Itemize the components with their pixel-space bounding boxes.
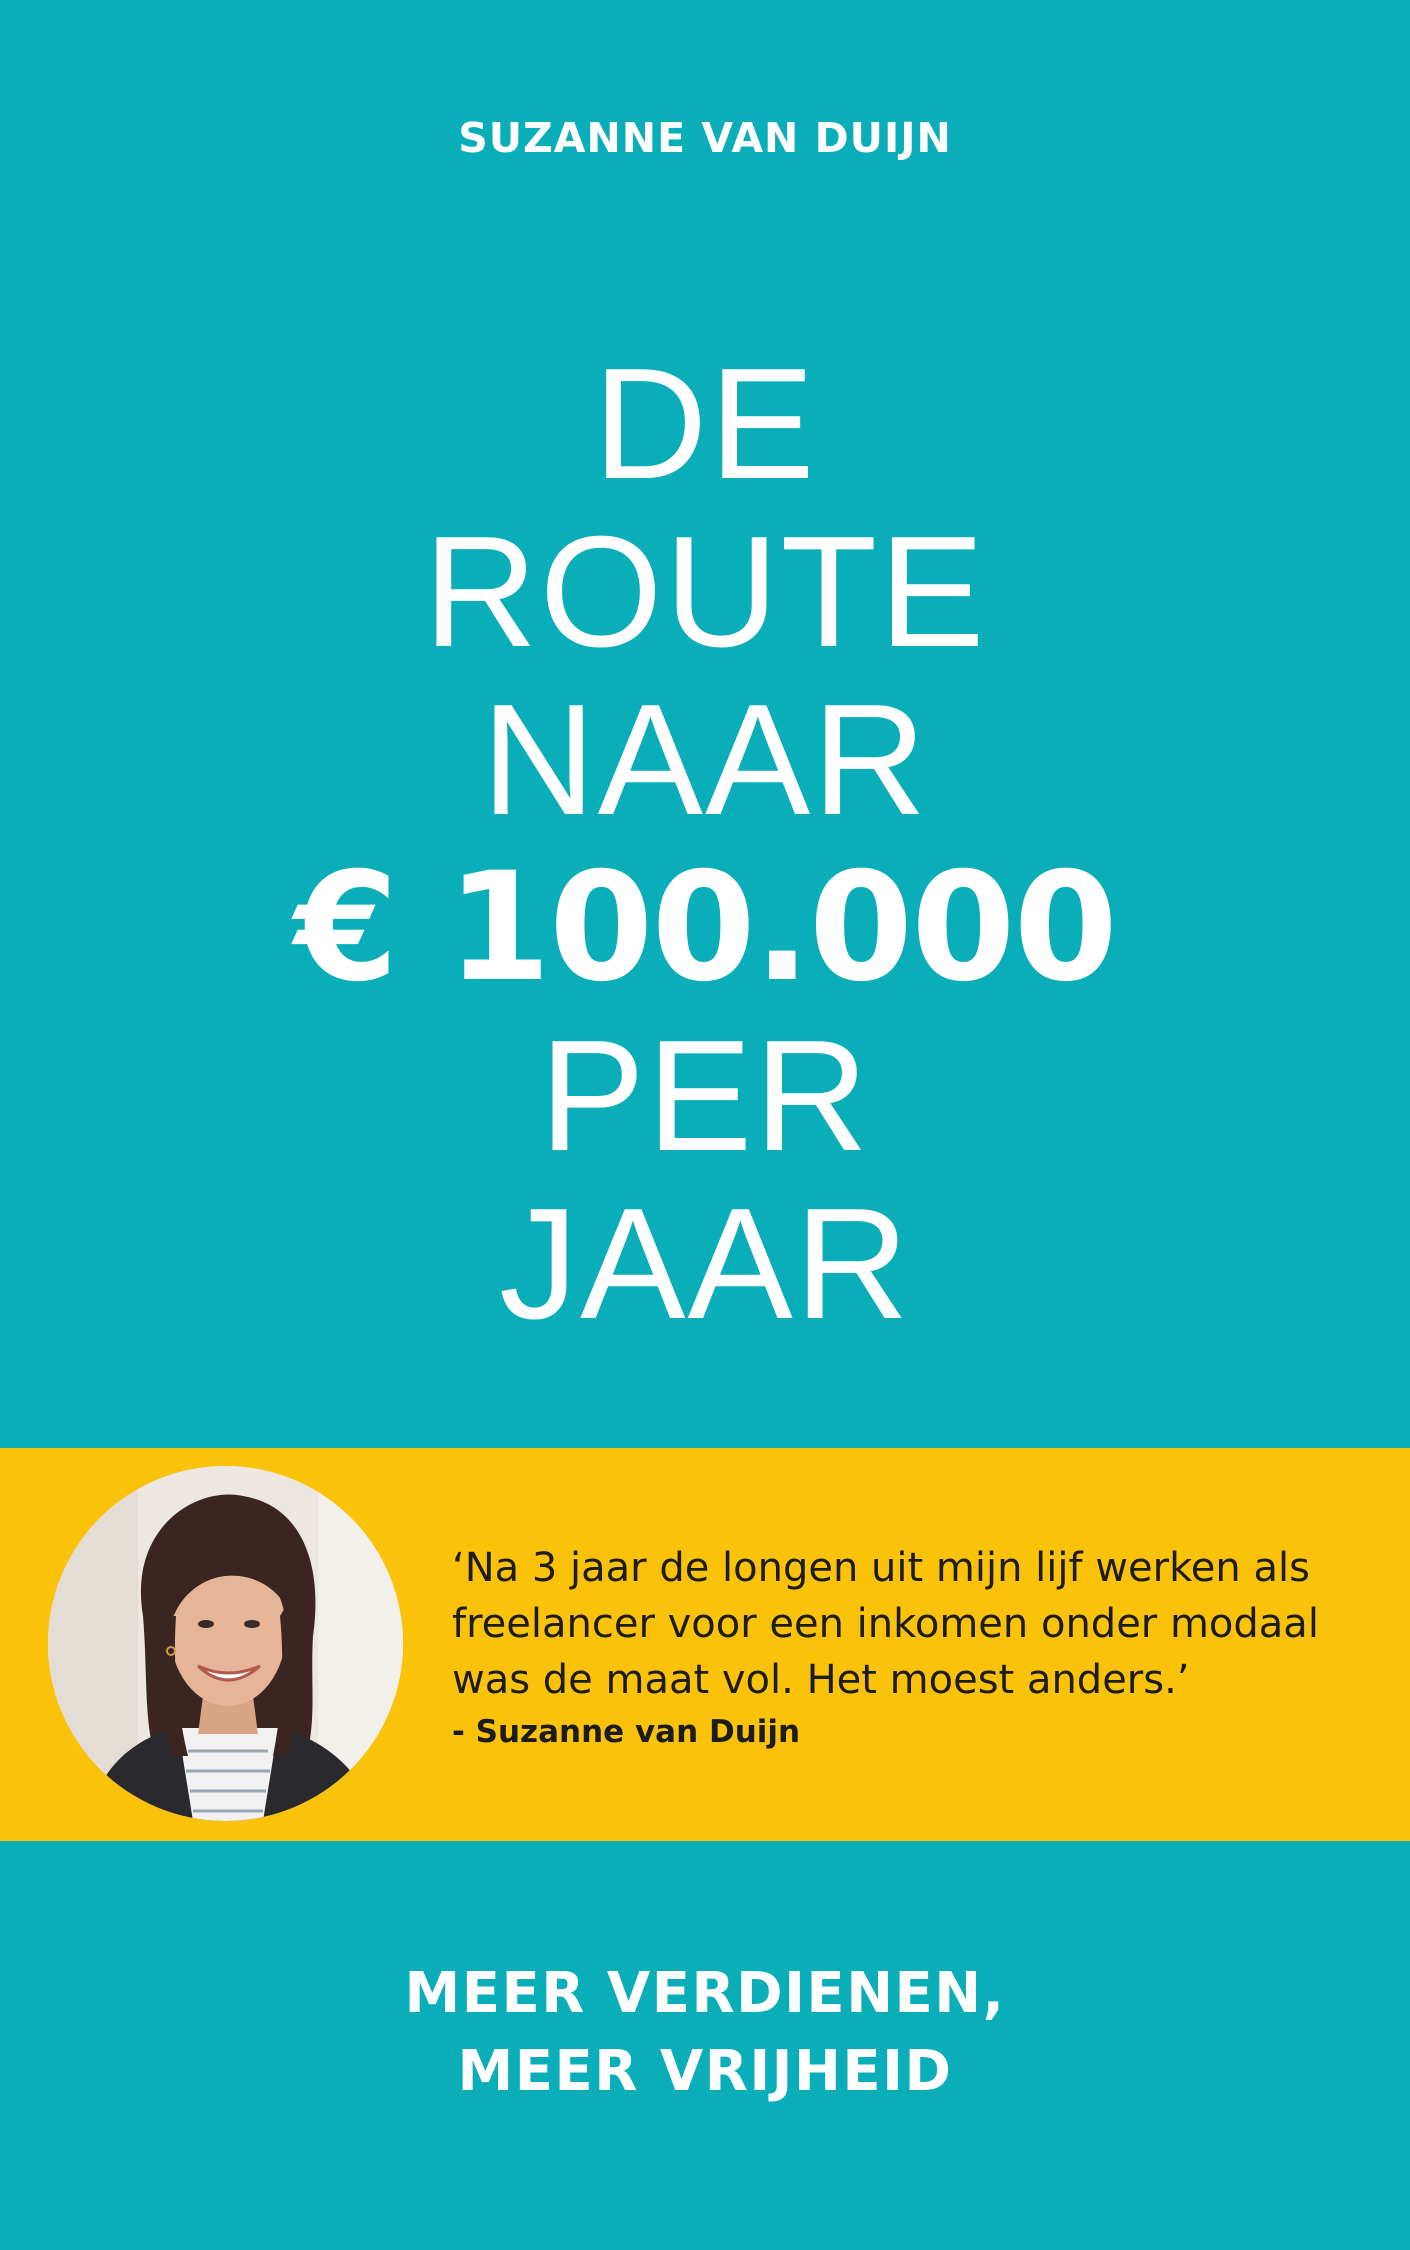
tagline-line-2: MEER VRIJHEID	[457, 2039, 953, 2104]
title-line-2: ROUTE	[423, 504, 987, 680]
author-portrait	[48, 1466, 403, 1821]
title-line-5: PER	[539, 1008, 871, 1184]
tagline-line-1: MEER VERDIENEN,	[404, 1961, 1006, 2026]
book-title	[0, 336, 1410, 1352]
author-quote	[452, 1540, 1382, 1708]
title-line-1: DE	[593, 336, 817, 512]
quote-line-1: ‘Na 3 jaar de longen uit mijn lijf werken als	[452, 1545, 1310, 1591]
quote-attribution: - Suzanne van Duijn	[452, 1714, 801, 1750]
tagline	[0, 1955, 1410, 2111]
title-line-3: NAAR	[481, 672, 929, 848]
quote-line-2: freelancer voor een inkomen onder modaal	[452, 1601, 1319, 1647]
title-line-6: JAAR	[499, 1176, 911, 1352]
quote-line-3: was de maat vol. Het moest anders.’	[452, 1657, 1190, 1703]
author-name: SUZANNE VAN DUIJN	[458, 114, 952, 162]
title-line-amount: € 100.000	[294, 841, 1116, 1015]
